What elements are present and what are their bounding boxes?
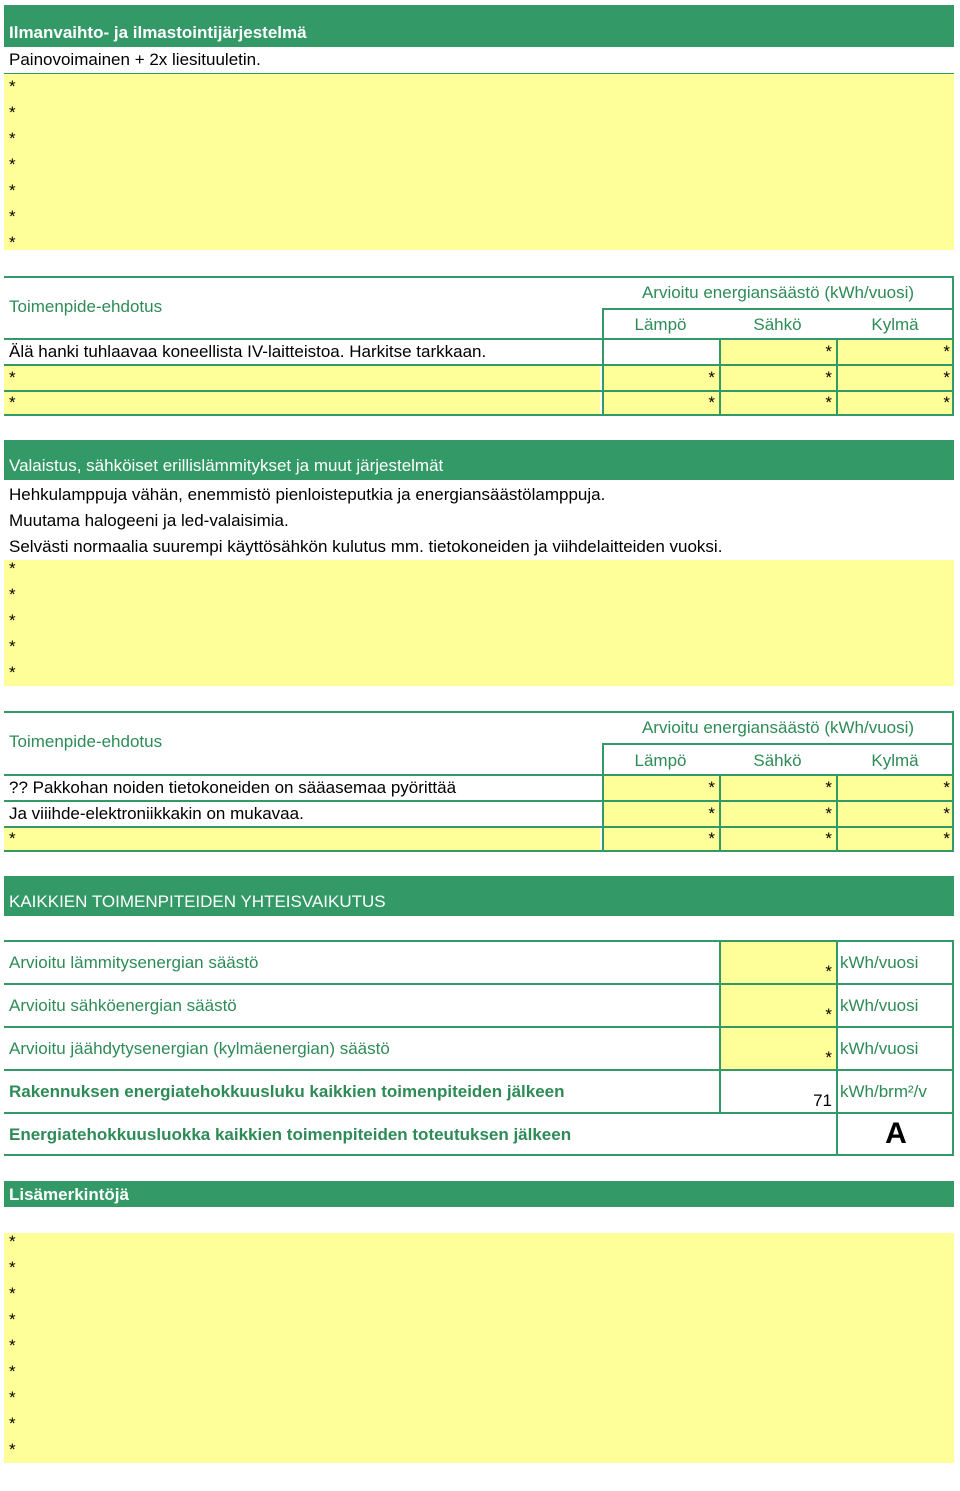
note-line: *	[9, 1310, 16, 1329]
efficiency-label: Rakennuksen energiatehokkuusluku kaikkien toimenpiteiden jälkeen	[9, 1082, 565, 1101]
measure-cold-cell[interactable]: *	[838, 392, 954, 414]
extra-header	[4, 1181, 954, 1207]
note-line: *	[9, 1232, 16, 1251]
total-unit: kWh/vuosi	[840, 1039, 919, 1058]
measure-cold-cell[interactable]: *	[838, 340, 954, 364]
measure-cold-cell[interactable]: *	[838, 828, 954, 850]
note-line: *	[9, 1336, 16, 1355]
ventilation-notes[interactable]	[4, 74, 954, 250]
total-label: Arvioitu sähköenergian säästö	[9, 996, 237, 1015]
total-label: Arvioitu lämmitysenergian säästö	[9, 953, 259, 972]
note-line: *	[9, 155, 16, 174]
total-header-title: KAIKKIEN TOIMENPITEIDEN YHTEISVAIKUTUS	[9, 892, 386, 911]
note-line: *	[9, 1388, 16, 1407]
measure-elec-cell[interactable]: *	[721, 392, 836, 414]
total-unit: kWh/vuosi	[840, 996, 919, 1015]
measure-elec-cell[interactable]: *	[721, 828, 836, 850]
total-label: Arvioitu jäähdytysenergian (kylmäenergian) säästö	[9, 1039, 390, 1058]
total-table	[4, 916, 954, 1156]
measure-cold-cell[interactable]: *	[838, 776, 954, 800]
measure-row-text: *	[9, 829, 16, 848]
measures-label: Toimenpide-ehdotus	[9, 297, 163, 316]
measure-cold-cell[interactable]: *	[838, 802, 954, 826]
measure-row-text[interactable]: Älä hanki tuhlaavaa koneellista IV-laitteistoa. Harkitse tarkkaan.	[9, 342, 487, 361]
measure-elec-cell[interactable]: *	[721, 802, 836, 826]
measure-heat-cell[interactable]: *	[604, 776, 719, 800]
measure-heat-cell[interactable]: *	[604, 392, 719, 414]
lighting-description-line: Muutama halogeeni ja led-valaisimia.	[9, 511, 289, 530]
measure-heat-cell[interactable]: *	[604, 366, 719, 390]
ventilation-header-title: Ilmanvaihto- ja ilmastointijärjestelmä	[9, 23, 307, 42]
measure-cold-cell[interactable]: *	[838, 366, 954, 390]
note-line: *	[9, 585, 16, 604]
total-unit: kWh/vuosi	[840, 953, 919, 972]
efficiency-unit: kWh/brm²/v	[840, 1082, 927, 1101]
total-value-cell[interactable]: *	[721, 985, 836, 1026]
note-line: *	[9, 103, 16, 122]
measure-heat-cell[interactable]: *	[604, 802, 719, 826]
measure-heat-cell[interactable]: *	[604, 828, 719, 850]
ventilation-description-box	[4, 47, 954, 74]
measure-elec-cell[interactable]: *	[721, 776, 836, 800]
note-line: *	[9, 77, 16, 96]
lighting-header	[4, 440, 954, 480]
ventilation-header	[4, 5, 954, 47]
total-value-cell[interactable]: *	[721, 942, 836, 983]
note-line: *	[9, 1258, 16, 1277]
lighting-description-line: Hehkulamppuja vähän, enemmistö pienloisteputkia ja energiansäästölamppuja.	[9, 485, 606, 504]
col-elec: Sähkö	[753, 315, 802, 334]
measures-label: Toimenpide-ehdotus	[9, 732, 163, 751]
col-elec: Sähkö	[753, 751, 802, 770]
energy-class-value: A	[885, 1117, 907, 1150]
estimate-title: Arvioitu energiansäästö (kWh/vuosi)	[641, 283, 915, 302]
extra-header-title: Lisämerkintöjä	[9, 1185, 129, 1204]
total-header	[4, 876, 954, 916]
measure-row-box[interactable]	[4, 392, 600, 414]
note-line: *	[9, 207, 16, 226]
lighting-measures-table	[4, 711, 954, 852]
note-line: *	[9, 559, 16, 578]
note-line: *	[9, 1440, 16, 1459]
estimate-title: Arvioitu energiansäästö (kWh/vuosi)	[641, 718, 915, 737]
note-line: *	[9, 233, 16, 252]
note-line: *	[9, 637, 16, 656]
lighting-notes[interactable]	[4, 560, 954, 686]
measure-row-box[interactable]	[4, 366, 600, 390]
note-line: *	[9, 1362, 16, 1381]
total-value-cell[interactable]: *	[721, 1028, 836, 1069]
ventilation-description: Painovoimainen + 2x liesituuletin.	[9, 50, 261, 69]
note-line: *	[9, 181, 16, 200]
measure-row-text[interactable]: Ja viiihde-elektroniikkakin on mukavaa.	[9, 804, 304, 823]
measure-row-text: *	[9, 368, 16, 387]
col-cold: Kylmä	[871, 751, 919, 770]
measure-elec-cell[interactable]: *	[721, 340, 836, 364]
measure-row-text[interactable]: ?? Pakkohan noiden tietokoneiden on sääasemaa pyörittää	[9, 778, 457, 797]
note-line: *	[9, 1414, 16, 1433]
col-heat: Lämpö	[634, 751, 687, 770]
efficiency-value: 71	[813, 1091, 832, 1110]
extra-notes[interactable]	[4, 1233, 954, 1463]
lighting-description-line: Selvästi normaalia suurempi käyttösähkön kulutus mm. tietokoneiden ja viihdelaitteiden vuoksi.	[9, 537, 723, 556]
ventilation-measures-table	[4, 276, 954, 416]
measure-row-box[interactable]	[4, 828, 600, 850]
note-line: *	[9, 129, 16, 148]
lighting-header-title: Valaistus, sähköiset erillislämmitykset ja muut järjestelmät	[9, 456, 444, 475]
lighting-description-box	[4, 480, 954, 560]
note-line: *	[9, 611, 16, 630]
col-heat: Lämpö	[634, 315, 687, 334]
measure-row-text: *	[9, 393, 16, 412]
class-label: Energiatehokkuusluokka kaikkien toimenpiteiden toteutuksen jälkeen	[9, 1125, 572, 1144]
col-cold: Kylmä	[871, 315, 919, 334]
note-line: *	[9, 663, 16, 682]
note-line: *	[9, 1284, 16, 1303]
measure-elec-cell[interactable]: *	[721, 366, 836, 390]
